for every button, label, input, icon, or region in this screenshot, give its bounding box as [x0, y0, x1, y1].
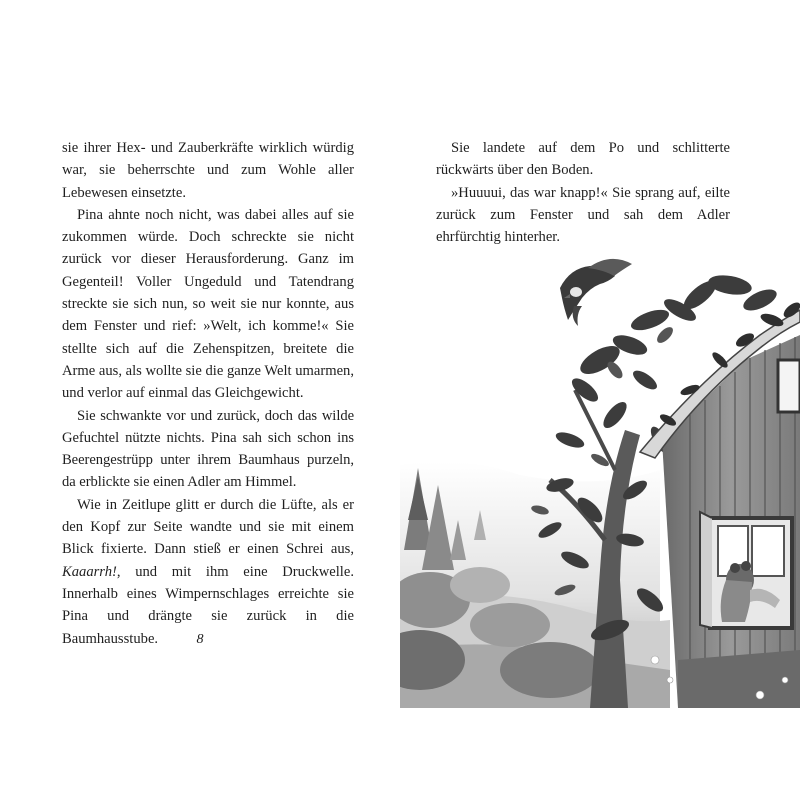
paragraph-text: Wie in Zeitlupe glitt er durch die Lüfte, als er den Kopf zur Seite wandte und sie mit einem Blick fixierte. Dann stieß er einen Schrei aus,	[62, 496, 354, 558]
page-number: 8	[196, 632, 204, 647]
paragraph: sie ihrer Hex- und Zauberkräfte wirklich würdig war, sie beherrschte und zum Wohle aller Lebewesen einsetzte.	[62, 140, 354, 201]
paragraph: Pina ahnte noch nicht, was dabei alles auf sie zukommen würde. Doch schreckte sie nicht zurück vor dieser Herausforderung. Ganz im Gegenteil! Voller Ungeduld und Tatendrang streckte sie sich nun, so weit sie nur konnte, aus dem Fenster und rief: »Welt, ich komme!« Sie stellte sich auf die Zehenspitzen, breitete die Arme aus, als wollte sie die ganze Welt umarmen, und verlor auf einmal das Gleichgewicht.	[62, 206, 354, 402]
paragraph: Sie landete auf dem Po und schlitterte rückwärts über den Boden.	[436, 140, 730, 179]
treehouse-upper-window	[778, 360, 800, 412]
eagle-cry-emphasis: Kaaarrh!	[62, 563, 117, 580]
paragraph-text: , und mit ihm eine Druckwelle. Innerhalb eines Wimpernschlages erreichte sie Pina und drängte sie zurück in die Baumhausstube.	[62, 563, 354, 647]
right-page-text	[436, 137, 730, 248]
paragraph: Sie schwankte vor und zurück, doch das wilde Gefuchtel nützte nichts. Pina sah sich schon ins Beerengestrüpp unter ihrem Baumhaus purzeln, da erblickte sie einen Adler am Himmel.	[62, 407, 354, 491]
eagle	[560, 259, 632, 326]
paragraph: »Huuuui, das war knapp!« Sie sprang auf, eilte zurück zum Fenster und sah dem Adler ehrfürchtig hinterher.	[436, 184, 730, 246]
right-page	[400, 0, 800, 800]
left-page-text	[62, 137, 354, 650]
treehouse-eagle-illustration	[400, 240, 800, 708]
paragraph	[62, 494, 354, 650]
